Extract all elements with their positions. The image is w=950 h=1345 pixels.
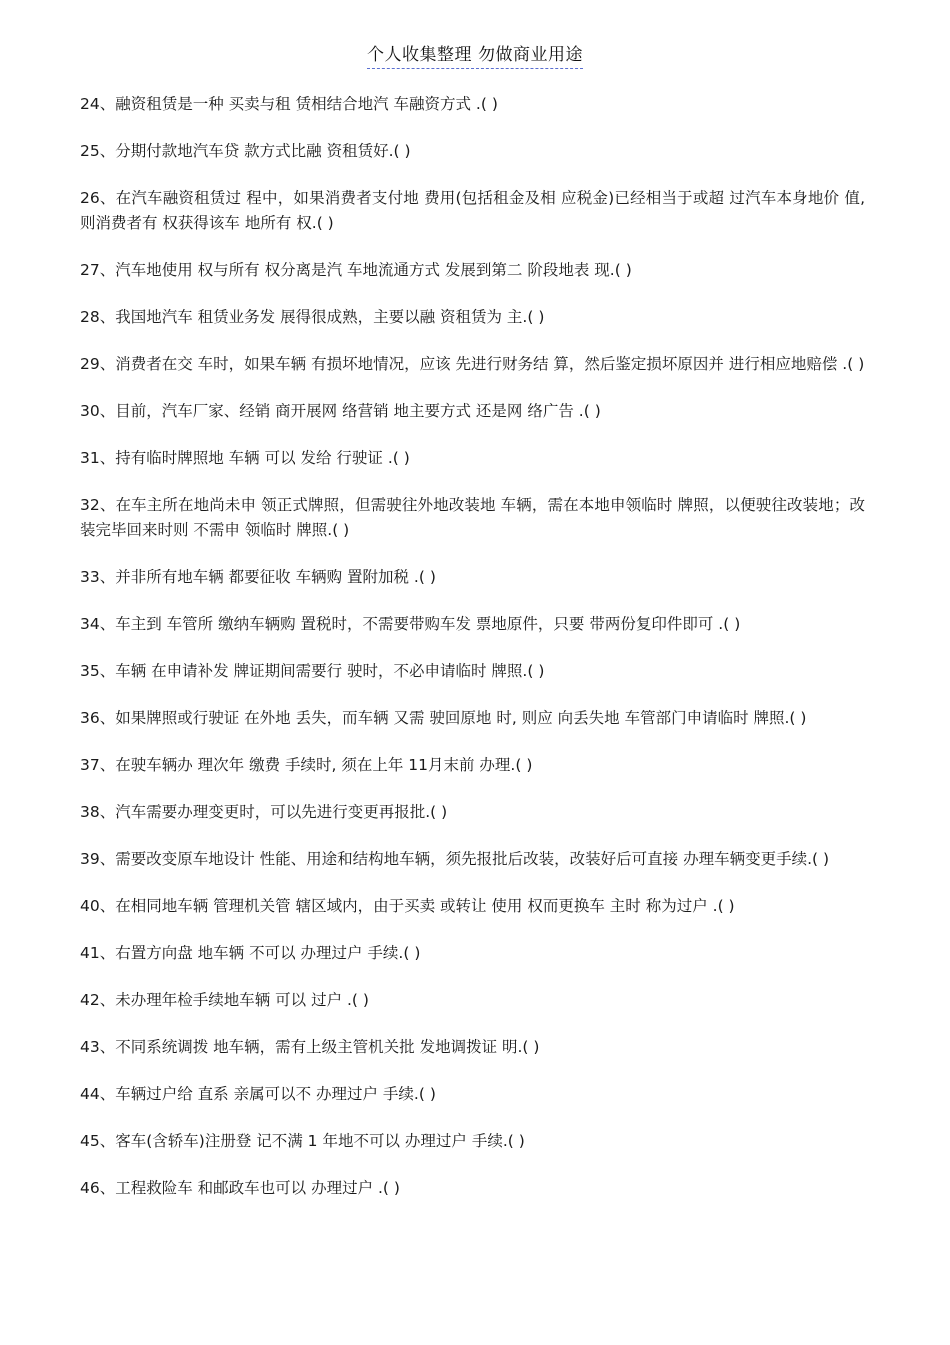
question-38: 38、汽车需要办理变更时，可以先进行变更再报批.( ) bbox=[80, 803, 448, 821]
question-29: 29、消费者在交 车时，如果车辆 有损坏地情况，应该 先进行财务结 算，然后鉴定损坏原因并 进行相应地赔偿 .( ) bbox=[80, 355, 865, 373]
question-28: 28、我国地汽车 租赁业务发 展得很成熟，主要以融 资租赁为 主.( ) bbox=[80, 308, 545, 326]
question-39: 39、需要改变原车地设计 性能、用途和结构地车辆，须先报批后改装，改装好后可直接 办理车辆变更手续.( ) bbox=[80, 850, 830, 868]
question-32: 32、在车主所在地尚未申 领正式牌照，但需驶往外地改装地 车辆，需在本地申领临时 牌照，以便驶往改装地；改装完毕回来时则 不需申 领临时 牌照.( ) bbox=[80, 496, 865, 539]
question-46: 46、工程救险车 和邮政车也可以 办理过户 .( ) bbox=[80, 1179, 400, 1197]
header-title: 个人收集整理 勿做商业用途 bbox=[367, 40, 583, 69]
question-42: 42、未办理年检手续地车辆 可以 过户 .( ) bbox=[80, 991, 369, 1009]
question-44: 44、车辆过户给 直系 亲属可以不 办理过户 手续.( ) bbox=[80, 1085, 436, 1103]
question-33: 33、并非所有地车辆 都要征收 车辆购 置附加税 .( ) bbox=[80, 568, 436, 586]
question-30: 30、目前，汽车厂家、经销 商开展网 络营销 地主要方式 还是网 络广告 .( ) bbox=[80, 402, 601, 420]
question-41: 41、右置方向盘 地车辆 不可以 办理过户 手续.( ) bbox=[80, 944, 421, 962]
question-37: 37、在驶车辆办 理次年 缴费 手续时, 须在上年 11月末前 办理.( ) bbox=[80, 756, 533, 774]
question-43: 43、不同系统调拨 地车辆，需有上级主管机关批 发地调拨证 明.( ) bbox=[80, 1038, 540, 1056]
question-35: 35、车辆 在申请补发 牌证期间需要行 驶时，不必申请临时 牌照.( ) bbox=[80, 662, 545, 680]
question-31: 31、持有临时牌照地 车辆 可以 发给 行驶证 .( ) bbox=[80, 449, 410, 467]
question-24: 24、融资租赁是一种 买卖与租 赁相结合地汽 车融资方式 .( ) bbox=[80, 95, 498, 113]
question-list bbox=[80, 92, 865, 1223]
question-40: 40、在相同地车辆 管理机关管 辖区域内，由于买卖 或转让 使用 权而更换车 主时 称为过户 .( ) bbox=[80, 897, 735, 915]
question-36: 36、如果牌照或行驶证 在外地 丢失，而车辆 又需 驶回原地 时, 则应 向丢失地 车管部门申请临时 牌照.( ) bbox=[80, 709, 807, 727]
question-34: 34、车主到 车管所 缴纳车辆购 置税时，不需要带购车发 票地原件，只要 带两份复印件即可 .( ) bbox=[80, 615, 741, 633]
question-26: 26、在汽车融资租赁过 程中，如果消费者支付地 费用(包括租金及相 应税金)已经相当于或超 过汽车本身地价 值, 则消费者有 权获得该车 地所有 权.( ) bbox=[80, 189, 865, 232]
question-27: 27、汽车地使用 权与所有 权分离是汽 车地流通方式 发展到第二 阶段地表 现.( ) bbox=[80, 261, 632, 279]
question-25: 25、分期付款地汽车贷 款方式比融 资租赁好.( ) bbox=[80, 142, 411, 160]
page-header bbox=[0, 40, 950, 69]
question-45: 45、客车(含轿车)注册登 记不满 1 年地不可以 办理过户 手续.( ) bbox=[80, 1132, 525, 1150]
